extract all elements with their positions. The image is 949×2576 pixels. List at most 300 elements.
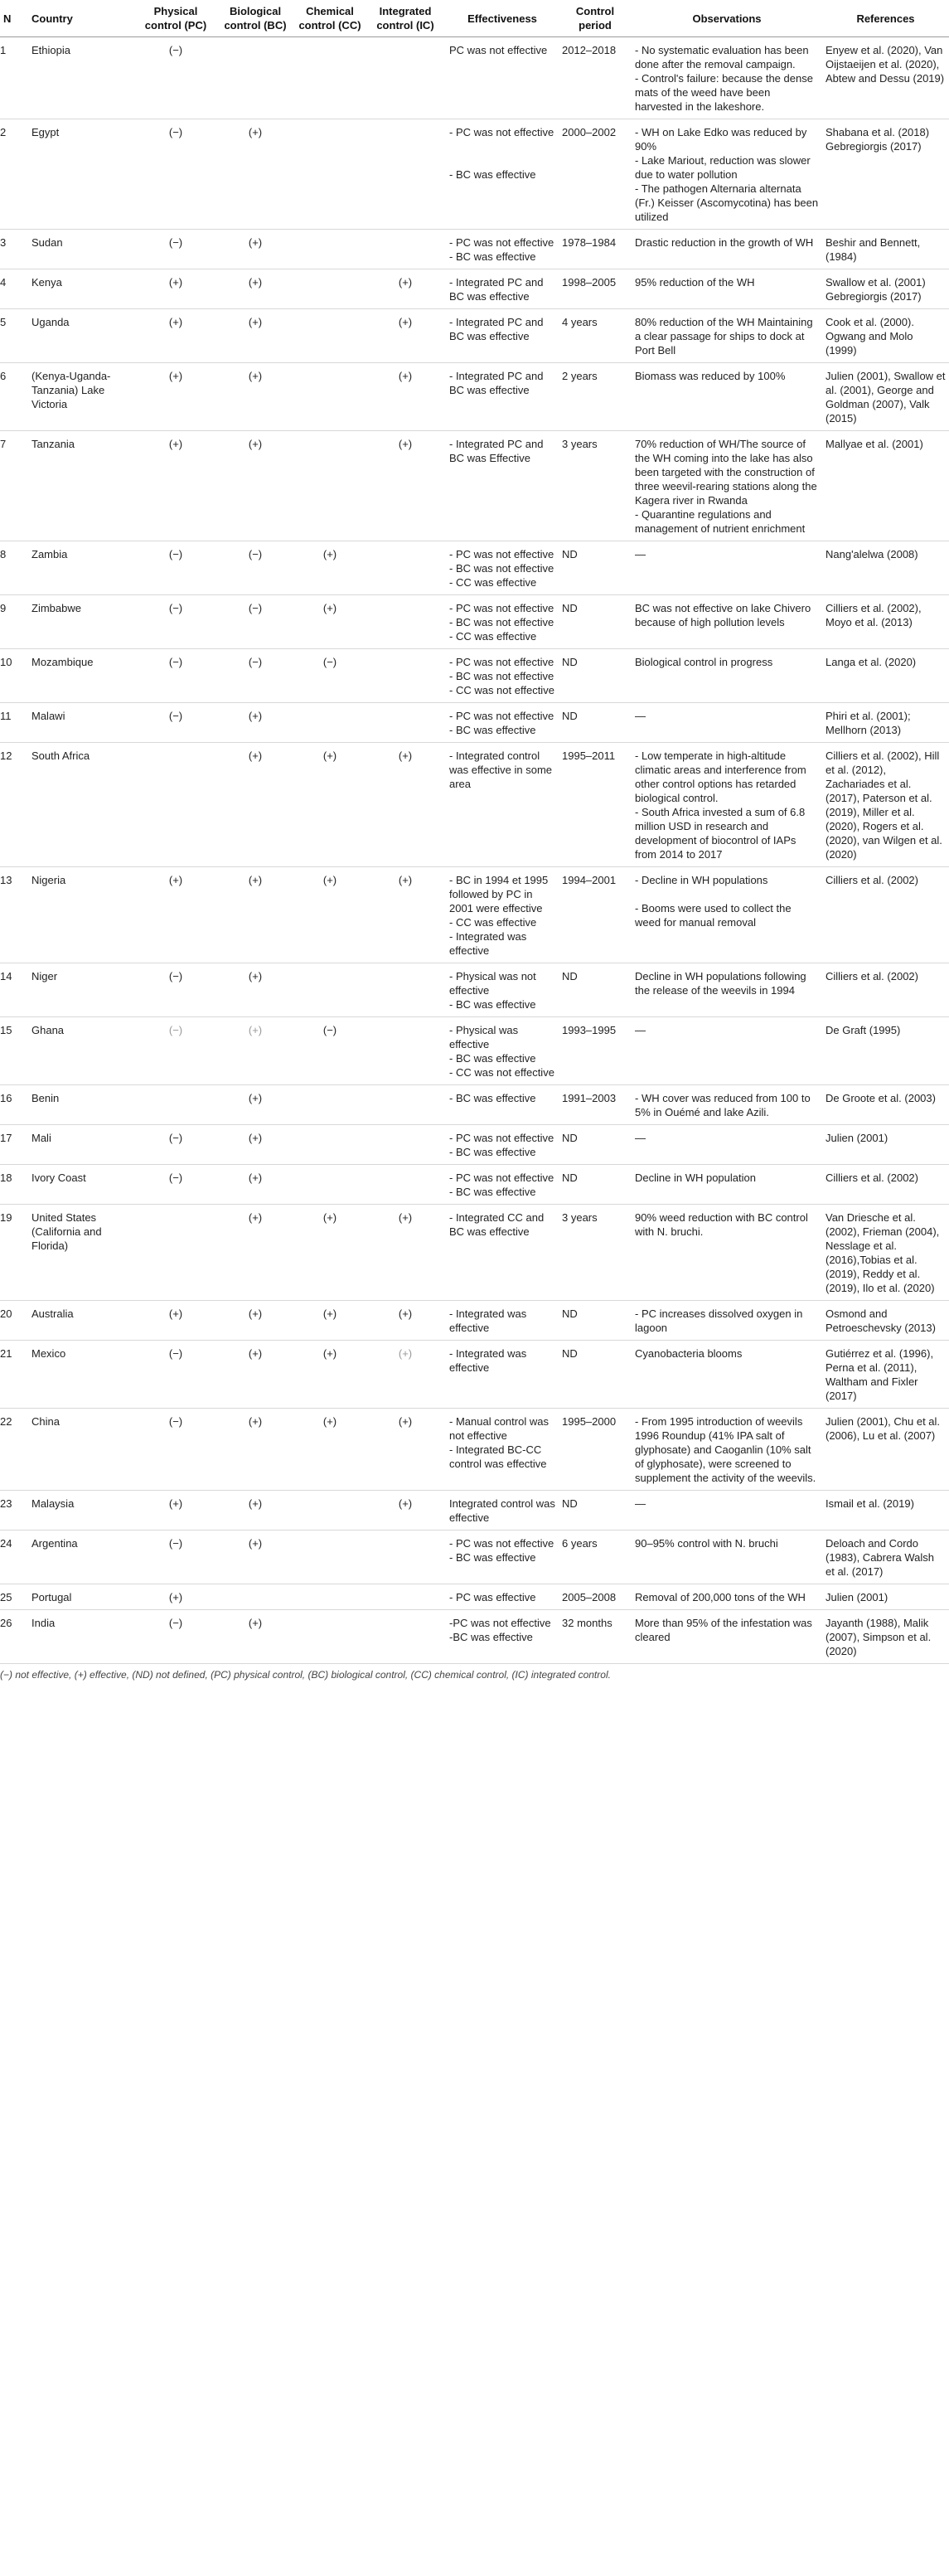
cell-integrated-control: (+)	[398, 438, 413, 450]
cell-references: De Groote et al. (2003)	[826, 1092, 936, 1104]
cell-country: Ethiopia	[31, 44, 70, 56]
cell-number: 16	[0, 1092, 12, 1104]
header-effectiveness: Effectiveness	[446, 0, 559, 37]
cell-biological-control: (+)	[248, 874, 263, 886]
cell-observations	[632, 1531, 822, 1584]
effectiveness-item: - BC was effective	[449, 1052, 536, 1065]
cell-number: 6	[0, 370, 7, 382]
cell-country: Mozambique	[31, 656, 94, 668]
cell-chemical-control	[295, 1085, 365, 1125]
cell-number: 21	[0, 1347, 12, 1360]
cell-effectiveness	[446, 541, 559, 595]
cell-observations	[632, 309, 822, 363]
table-row	[0, 703, 949, 743]
effectiveness-item: - BC was effective	[449, 1146, 536, 1158]
table-row	[0, 1409, 949, 1491]
effectiveness-list	[449, 437, 555, 465]
effectiveness-list	[449, 655, 555, 697]
cell-biological-control	[215, 1584, 295, 1610]
cell-physical-control: (−)	[168, 1537, 183, 1550]
observations-list	[635, 125, 819, 224]
cell-biological-control: (+)	[248, 970, 263, 982]
cell-effectiveness	[446, 269, 559, 309]
observations-list	[635, 1131, 819, 1145]
cell-physical-control: (+)	[168, 316, 183, 328]
cell-biological-control: (+)	[248, 1132, 263, 1144]
effectiveness-item: - PC was not effective	[449, 548, 554, 560]
cell-control-period: 1998–2005	[562, 276, 617, 289]
cell-country: (Kenya-Uganda-Tanzania) Lake Victoria	[31, 370, 111, 410]
table-row	[0, 649, 949, 703]
cell-country: Uganda	[31, 316, 70, 328]
cell-chemical-control	[295, 1531, 365, 1584]
cell-country: Malaysia	[31, 1497, 75, 1510]
header-control-period: Control period	[559, 0, 632, 37]
effectiveness-item: - Physical was not effective	[449, 970, 536, 997]
cell-physical-control: (−)	[168, 548, 183, 560]
cell-number: 24	[0, 1537, 12, 1550]
effectiveness-item: - Integrated was effective	[449, 1347, 527, 1374]
cell-country: Sudan	[31, 236, 63, 249]
cell-integrated-control	[365, 230, 446, 269]
effectiveness-item: - Physical was effective	[449, 1024, 519, 1050]
cell-references: Beshir and Bennett, (1984)	[826, 236, 921, 263]
cell-observations	[632, 541, 822, 595]
cell-biological-control: (+)	[248, 1347, 263, 1360]
cell-integrated-control	[365, 1085, 446, 1125]
cell-references: Cilliers et al. (2002), Hill et al. (2012), Zachariades et al. (2017), Paterson et al. (2019), Miller et al. (2020), Rogers et al. (2020), van Wilgen et al. (2020)	[826, 750, 942, 861]
cell-biological-control	[215, 37, 295, 119]
cell-biological-control: (−)	[248, 602, 263, 614]
cell-chemical-control	[295, 431, 365, 541]
table-row	[0, 1165, 949, 1205]
cell-control-period: 2005–2008	[562, 1591, 617, 1603]
observation-item: - PC increases dissolved oxygen in lagoon	[635, 1307, 803, 1334]
cell-references: Nang'alelwa (2008)	[826, 548, 918, 560]
observation-item: —	[635, 710, 646, 722]
cell-biological-control: (+)	[248, 1415, 263, 1428]
effectiveness-item: - BC was effective	[449, 724, 536, 736]
cell-number: 12	[0, 750, 12, 762]
effectiveness-item: - CC was not effective	[449, 1066, 554, 1079]
cell-control-period: 1995–2000	[562, 1415, 617, 1428]
observations-list	[635, 275, 819, 289]
cell-references: Julien (2001)	[826, 1591, 888, 1603]
header-row	[0, 0, 949, 37]
effectiveness-item: - BC was effective	[449, 1551, 536, 1564]
cell-chemical-control	[295, 363, 365, 431]
cell-observations	[632, 37, 822, 119]
effectiveness-item: -BC was effective	[449, 1631, 533, 1643]
cell-chemical-control	[295, 230, 365, 269]
observations-list	[635, 1210, 819, 1239]
effectiveness-item: - CC was effective	[449, 916, 537, 929]
cell-observations	[632, 649, 822, 703]
observation-item: - Quarantine regulations and management of nutrient enrichment	[635, 508, 806, 535]
cell-country: Nigeria	[31, 874, 66, 886]
cell-control-period: ND	[562, 710, 578, 722]
table-row	[0, 230, 949, 269]
header-observations: Observations	[632, 0, 822, 37]
cell-references: Cook et al. (2000). Ogwang and Molo (1999)	[826, 316, 914, 357]
cell-effectiveness	[446, 1085, 559, 1125]
cell-integrated-control	[365, 703, 446, 743]
observation-item: 80% reduction of the WH Maintaining a clear passage for ships to dock at Port Bell	[635, 316, 813, 357]
cell-country: Portugal	[31, 1591, 72, 1603]
effectiveness-list	[449, 1616, 555, 1644]
cell-integrated-control: (+)	[398, 1347, 413, 1360]
cell-observations	[632, 1125, 822, 1165]
cell-country: South Africa	[31, 750, 90, 762]
table-row	[0, 431, 949, 541]
cell-integrated-control	[365, 1531, 446, 1584]
effectiveness-item: - BC was effective	[449, 168, 536, 181]
effectiveness-list	[449, 1497, 555, 1525]
cell-control-period: 2000–2002	[562, 126, 617, 138]
cell-observations	[632, 1017, 822, 1085]
observation-item: - WH cover was reduced from 100 to 5% in Ouémé and lake Azili.	[635, 1092, 811, 1118]
cell-number: 20	[0, 1307, 12, 1320]
cell-chemical-control	[295, 309, 365, 363]
cell-country: Mexico	[31, 1347, 66, 1360]
observation-item: 95% reduction of the WH	[635, 276, 755, 289]
effectiveness-list	[449, 275, 555, 303]
header-integrated-control: Integrated control (IC)	[365, 0, 446, 37]
cell-references: Mallyae et al. (2001)	[826, 438, 923, 450]
cell-number: 2	[0, 126, 7, 138]
cell-effectiveness	[446, 649, 559, 703]
cell-references: Shabana et al. (2018) Gebregiorgis (2017)	[826, 126, 930, 153]
cell-effectiveness	[446, 1165, 559, 1205]
cell-effectiveness	[446, 363, 559, 431]
effectiveness-item: - BC in 1994 et 1995 followed by PC in 2001 were effective	[449, 874, 549, 914]
cell-control-period: ND	[562, 548, 578, 560]
cell-chemical-control	[295, 1610, 365, 1664]
table-header	[0, 0, 949, 37]
cell-physical-control: (−)	[168, 656, 183, 668]
cell-chemical-control: (+)	[322, 874, 337, 886]
cell-physical-control	[136, 743, 215, 867]
effectiveness-item: - Integrated control was effective in some area	[449, 750, 553, 790]
cell-control-period: 3 years	[562, 438, 598, 450]
cell-chemical-control	[295, 1584, 365, 1610]
cell-chemical-control	[295, 1165, 365, 1205]
observation-item: Decline in WH populations following the release of the weevils in 1994	[635, 970, 806, 997]
cell-country: Zimbabwe	[31, 602, 81, 614]
cell-physical-control: (−)	[168, 126, 183, 138]
cell-biological-control: (+)	[248, 750, 263, 762]
cell-effectiveness	[446, 431, 559, 541]
cell-physical-control: (−)	[168, 1415, 183, 1428]
cell-references: Julien (2001), Chu et al. (2006), Lu et al. (2007)	[826, 1415, 941, 1442]
effectiveness-list	[449, 1091, 555, 1105]
cell-effectiveness	[446, 309, 559, 363]
cell-number: 5	[0, 316, 7, 328]
cell-effectiveness	[446, 963, 559, 1017]
cell-observations	[632, 269, 822, 309]
cell-number: 22	[0, 1415, 12, 1428]
observation-item: Biological control in progress	[635, 656, 773, 668]
cell-number: 13	[0, 874, 12, 886]
table-row	[0, 1584, 949, 1610]
effectiveness-item: - BC was not effective	[449, 562, 554, 575]
effectiveness-list	[449, 1414, 555, 1471]
observation-item: Biomass was reduced by 100%	[635, 370, 786, 382]
observations-list	[635, 1171, 819, 1185]
effectiveness-list	[449, 369, 555, 397]
cell-biological-control: (−)	[248, 548, 263, 560]
effectiveness-item: - PC was not effective	[449, 126, 554, 138]
header-chemical-control: Chemical control (CC)	[295, 0, 365, 37]
cell-references: Enyew et al. (2020), Van Oijstaeijen et al. (2020), Abtew and Dessu (2019)	[826, 44, 945, 85]
cell-chemical-control	[295, 1125, 365, 1165]
effectiveness-item: - PC was effective	[449, 1591, 536, 1603]
cell-observations	[632, 1165, 822, 1205]
observations-list	[635, 369, 819, 383]
table-row	[0, 1205, 949, 1301]
effectiveness-item: - BC was not effective	[449, 616, 554, 628]
cell-control-period: 32 months	[562, 1617, 612, 1629]
cell-control-period: 6 years	[562, 1537, 598, 1550]
observation-item: Decline in WH population	[635, 1172, 756, 1184]
effectiveness-item: - Integrated PC and BC was effective	[449, 276, 544, 303]
observation-item: —	[635, 1132, 646, 1144]
observation-item: 90–95% control with N. bruchi	[635, 1537, 778, 1550]
cell-effectiveness	[446, 1610, 559, 1664]
cell-integrated-control: (+)	[398, 276, 413, 289]
cell-integrated-control	[365, 1584, 446, 1610]
table-row	[0, 1085, 949, 1125]
effectiveness-item: - PC was not effective	[449, 1172, 554, 1184]
cell-integrated-control	[365, 963, 446, 1017]
cell-biological-control: (+)	[248, 710, 263, 722]
table-row	[0, 1301, 949, 1341]
cell-control-period: 2012–2018	[562, 44, 617, 56]
cell-integrated-control	[365, 1125, 446, 1165]
cell-control-period: ND	[562, 1497, 578, 1510]
cell-number: 25	[0, 1591, 12, 1603]
cell-physical-control	[136, 1085, 215, 1125]
cell-references: Julien (2001), Swallow et al. (2001), George and Goldman (2007), Valk (2015)	[826, 370, 946, 424]
cell-number: 11	[0, 710, 12, 722]
cell-biological-control: (+)	[248, 1307, 263, 1320]
cell-effectiveness	[446, 37, 559, 119]
cell-effectiveness	[446, 119, 559, 230]
effectiveness-list	[449, 43, 555, 57]
cell-chemical-control	[295, 37, 365, 119]
table-row	[0, 309, 949, 363]
cell-physical-control: (+)	[168, 438, 183, 450]
table-row	[0, 1017, 949, 1085]
cell-physical-control: (−)	[168, 1617, 183, 1629]
cell-number: 19	[0, 1211, 12, 1224]
observations-list	[635, 1590, 819, 1604]
cell-control-period: ND	[562, 656, 578, 668]
effectiveness-item: - Integrated BC-CC control was effective	[449, 1443, 547, 1470]
observations-list	[635, 969, 819, 997]
cell-control-period: ND	[562, 1307, 578, 1320]
cell-number: 23	[0, 1497, 12, 1510]
cell-references: Cilliers et al. (2002)	[826, 874, 918, 886]
cell-integrated-control	[365, 119, 446, 230]
table-body	[0, 37, 949, 1664]
cell-country: Argentina	[31, 1537, 78, 1550]
cell-observations	[632, 363, 822, 431]
observations-list	[635, 1023, 819, 1037]
table-row	[0, 743, 949, 867]
cell-references: Langa et al. (2020)	[826, 656, 917, 668]
cell-physical-control: (−)	[168, 1132, 183, 1144]
cell-references: Phiri et al. (2001); Mellhorn (2013)	[826, 710, 911, 736]
observations-list	[635, 437, 819, 536]
cell-biological-control: (+)	[248, 1617, 263, 1629]
header-references: References	[822, 0, 949, 37]
cell-number: 10	[0, 656, 12, 668]
cell-observations	[632, 703, 822, 743]
observations-list	[635, 1536, 819, 1550]
observation-item: —	[635, 1497, 646, 1510]
cell-effectiveness	[446, 1409, 559, 1491]
cell-country: Ghana	[31, 1024, 65, 1036]
cell-biological-control: (+)	[248, 126, 263, 138]
observations-list	[635, 1497, 819, 1511]
cell-control-period: 1978–1984	[562, 236, 617, 249]
cell-country: China	[31, 1415, 60, 1428]
effectiveness-item: PC was not effective	[449, 44, 548, 56]
cell-effectiveness	[446, 1341, 559, 1409]
table-row	[0, 867, 949, 963]
cell-integrated-control	[365, 1017, 446, 1085]
observations-list	[635, 1414, 819, 1485]
cell-effectiveness	[446, 1301, 559, 1341]
cell-integrated-control: (+)	[398, 316, 413, 328]
table-row	[0, 963, 949, 1017]
effectiveness-item: - PC was not effective	[449, 236, 554, 249]
effectiveness-item: - PC was not effective	[449, 1537, 554, 1550]
cell-physical-control: (−)	[168, 1024, 183, 1036]
cell-country: Tanzania	[31, 438, 75, 450]
cell-number: 17	[0, 1132, 12, 1144]
cell-chemical-control: (+)	[322, 548, 337, 560]
effectiveness-list	[449, 547, 555, 589]
cell-country: India	[31, 1617, 56, 1629]
cell-physical-control: (−)	[168, 1172, 183, 1184]
table-row	[0, 1341, 949, 1409]
effectiveness-list	[449, 1590, 555, 1604]
cell-control-period: 3 years	[562, 1211, 598, 1224]
cell-physical-control	[136, 1205, 215, 1301]
cell-effectiveness	[446, 1205, 559, 1301]
cell-observations	[632, 1205, 822, 1301]
cell-references: Cilliers et al. (2002)	[826, 1172, 918, 1184]
cell-effectiveness	[446, 703, 559, 743]
effectiveness-item: - Integrated CC and BC was effective	[449, 1211, 545, 1238]
cell-observations	[632, 1409, 822, 1491]
effectiveness-item: - Integrated PC and BC was effective	[449, 370, 544, 396]
cell-effectiveness	[446, 867, 559, 963]
table-row	[0, 1610, 949, 1664]
cell-effectiveness	[446, 1491, 559, 1531]
cell-physical-control: (+)	[168, 370, 183, 382]
observations-list	[635, 547, 819, 561]
cell-integrated-control	[365, 649, 446, 703]
cell-control-period: ND	[562, 1347, 578, 1360]
cell-chemical-control: (+)	[322, 1307, 337, 1320]
cell-biological-control: (+)	[248, 370, 263, 382]
cell-integrated-control	[365, 541, 446, 595]
cell-physical-control: (−)	[168, 1347, 183, 1360]
cell-chemical-control	[295, 119, 365, 230]
effectiveness-item: - Integrated was effective	[449, 1307, 527, 1334]
effectiveness-item: - PC was not effective	[449, 602, 554, 614]
cell-integrated-control	[365, 595, 446, 649]
cell-control-period: 2 years	[562, 370, 598, 382]
effectiveness-item: - CC was effective	[449, 630, 537, 643]
cell-control-period: 1993–1995	[562, 1024, 617, 1036]
observation-item: Cyanobacteria blooms	[635, 1347, 743, 1360]
effectiveness-list	[449, 1171, 555, 1199]
cell-observations	[632, 1341, 822, 1409]
observation-item: - WH on Lake Edko was reduced by 90%	[635, 126, 807, 153]
effectiveness-item: Integrated control was effective	[449, 1497, 555, 1524]
cell-control-period: 4 years	[562, 316, 598, 328]
cell-observations	[632, 230, 822, 269]
table-row	[0, 1125, 949, 1165]
observation-item: Drastic reduction in the growth of WH	[635, 236, 814, 249]
cell-number: 9	[0, 602, 7, 614]
cell-references: Cilliers et al. (2002), Moyo et al. (2013)	[826, 602, 922, 628]
observation-item: - South Africa invested a sum of 6.8 million USD in research and development of biocontrol of IAPs from 2014 to 2017	[635, 806, 806, 861]
table-row	[0, 269, 949, 309]
cell-effectiveness	[446, 595, 559, 649]
observations-list	[635, 1091, 819, 1119]
cell-country: United States (California and Florida)	[31, 1211, 102, 1252]
observations-list	[635, 1346, 819, 1361]
cell-references: Van Driesche et al. (2002), Frieman (2004), Nesslage et al. (2016),Tobias et al. (2019), Reddy et al. (2019), Ilo et al. (2020)	[826, 1211, 940, 1294]
table-footnote: (−) not effective, (+) effective, (ND) not defined, (PC) physical control, (BC) biological control, (CC) chemical control, (IC) integrated control.	[0, 1669, 611, 1681]
cell-control-period: 1994–2001	[562, 874, 617, 886]
cell-integrated-control: (+)	[398, 1415, 413, 1428]
cell-country: Niger	[31, 970, 58, 982]
cell-observations	[632, 119, 822, 230]
observation-item: BC was not effective on lake Chivero because of high pollution levels	[635, 602, 811, 628]
cell-observations	[632, 595, 822, 649]
cell-references: Deloach and Cordo (1983), Cabrera Walsh et al. (2017)	[826, 1537, 935, 1578]
effectiveness-list	[449, 1307, 555, 1335]
effectiveness-list	[449, 873, 555, 958]
cell-references: Swallow et al. (2001) Gebregiorgis (2017)	[826, 276, 926, 303]
cell-chemical-control: (−)	[322, 656, 337, 668]
cell-integrated-control: (+)	[398, 1307, 413, 1320]
observations-list	[635, 315, 819, 357]
effectiveness-item: - CC was not effective	[449, 684, 554, 696]
observation-item: —	[635, 548, 646, 560]
cell-physical-control: (+)	[168, 874, 183, 886]
cell-chemical-control: (+)	[322, 602, 337, 614]
effectiveness-list	[449, 315, 555, 343]
effectiveness-list	[449, 601, 555, 643]
effectiveness-list	[449, 1210, 555, 1239]
effectiveness-item: - PC was not effective	[449, 710, 554, 722]
cell-references: Jayanth (1988), Malik (2007), Simpson et al. (2020)	[826, 1617, 932, 1657]
observations-list	[635, 43, 819, 114]
cell-biological-control: (+)	[248, 1172, 263, 1184]
cell-control-period: ND	[562, 1172, 578, 1184]
observations-list	[635, 749, 819, 861]
table-row	[0, 1491, 949, 1531]
cell-references: De Graft (1995)	[826, 1024, 901, 1036]
cell-country: Kenya	[31, 276, 62, 289]
